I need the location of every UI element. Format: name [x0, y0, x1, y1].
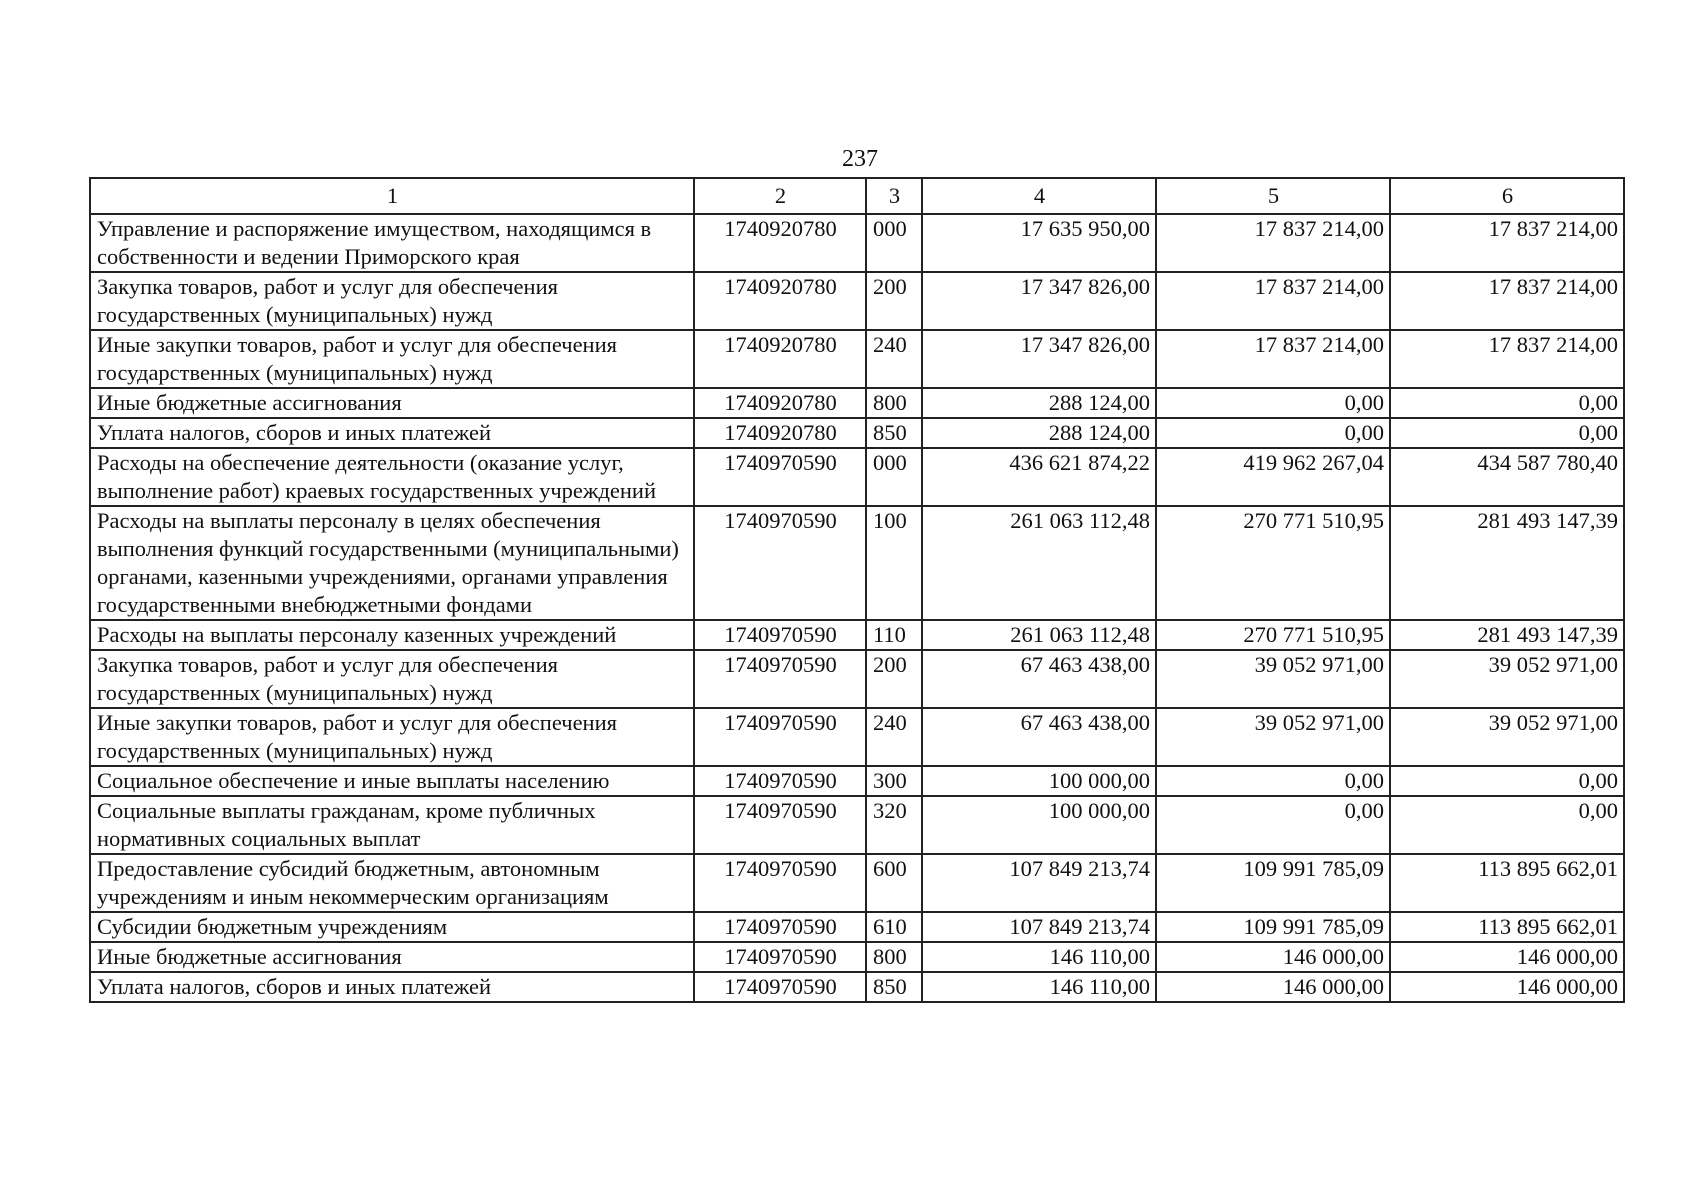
expense-name-cell: Субсидии бюджетным учреждениям	[90, 912, 694, 942]
expense-type-cell: 000	[866, 214, 922, 272]
table-row	[90, 620, 1624, 650]
amount-col4-cell: 436 621 874,22	[922, 448, 1156, 506]
amount-col5-cell: 109 991 785,09	[1156, 912, 1390, 942]
amount-col4-cell: 261 063 112,48	[922, 620, 1156, 650]
amount-col5-cell: 109 991 785,09	[1156, 854, 1390, 912]
expense-type-cell: 000	[866, 448, 922, 506]
expense-type-cell: 610	[866, 912, 922, 942]
amount-col6-cell: 146 000,00	[1390, 972, 1624, 1002]
expense-name-cell: Расходы на выплаты персоналу в целях обеспечения выполнения функций государственными (муниципальными) органами, казенными учреждениями, органами управления государственными внебюджетными фондами	[90, 506, 694, 620]
target-code-cell: 1740920780	[694, 418, 866, 448]
expense-name-cell: Закупка товаров, работ и услуг для обеспечения государственных (муниципальных) нужд	[90, 650, 694, 708]
amount-col6-cell: 281 493 147,39	[1390, 620, 1624, 650]
target-code-cell: 1740970590	[694, 942, 866, 972]
amount-col6-cell: 39 052 971,00	[1390, 650, 1624, 708]
amount-col5-cell: 17 837 214,00	[1156, 330, 1390, 388]
amount-col4-cell: 17 347 826,00	[922, 330, 1156, 388]
amount-col6-cell: 434 587 780,40	[1390, 448, 1624, 506]
amount-col6-cell: 113 895 662,01	[1390, 854, 1624, 912]
expense-name-cell: Иные закупки товаров, работ и услуг для обеспечения государственных (муниципальных) нужд	[90, 330, 694, 388]
expense-type-cell: 200	[866, 650, 922, 708]
budget-table	[89, 177, 1625, 1003]
expense-type-cell: 800	[866, 388, 922, 418]
amount-col6-cell: 0,00	[1390, 418, 1624, 448]
amount-col5-cell: 0,00	[1156, 418, 1390, 448]
target-code-cell: 1740970590	[694, 766, 866, 796]
amount-col6-cell: 146 000,00	[1390, 942, 1624, 972]
expense-name-cell: Управление и распоряжение имуществом, находящимся в собственности и ведении Приморского края	[90, 214, 694, 272]
expense-type-cell: 850	[866, 972, 922, 1002]
amount-col4-cell: 107 849 213,74	[922, 854, 1156, 912]
amount-col4-cell: 100 000,00	[922, 796, 1156, 854]
expense-name-cell: Иные закупки товаров, работ и услуг для обеспечения государственных (муниципальных) нужд	[90, 708, 694, 766]
table-row	[90, 912, 1624, 942]
amount-col4-cell: 67 463 438,00	[922, 650, 1156, 708]
amount-col5-cell: 17 837 214,00	[1156, 272, 1390, 330]
column-header-3: 3	[866, 178, 922, 214]
amount-col4-cell: 100 000,00	[922, 766, 1156, 796]
expense-type-cell: 850	[866, 418, 922, 448]
amount-col4-cell: 146 110,00	[922, 942, 1156, 972]
amount-col4-cell: 146 110,00	[922, 972, 1156, 1002]
column-header-1: 1	[90, 178, 694, 214]
header-row	[90, 178, 1624, 214]
amount-col6-cell: 39 052 971,00	[1390, 708, 1624, 766]
amount-col4-cell: 107 849 213,74	[922, 912, 1156, 942]
amount-col5-cell: 39 052 971,00	[1156, 650, 1390, 708]
expense-name-cell: Социальные выплаты гражданам, кроме публичных нормативных социальных выплат	[90, 796, 694, 854]
page-number: 237	[842, 146, 878, 172]
table-row	[90, 854, 1624, 912]
expense-name-cell: Закупка товаров, работ и услуг для обеспечения государственных (муниципальных) нужд	[90, 272, 694, 330]
amount-col4-cell: 67 463 438,00	[922, 708, 1156, 766]
expense-name-cell: Расходы на обеспечение деятельности (оказание услуг, выполнение работ) краевых государственных учреждений	[90, 448, 694, 506]
column-header-6: 6	[1390, 178, 1624, 214]
amount-col6-cell: 0,00	[1390, 766, 1624, 796]
table-row	[90, 330, 1624, 388]
expense-type-cell: 240	[866, 330, 922, 388]
amount-col5-cell: 146 000,00	[1156, 972, 1390, 1002]
amount-col4-cell: 17 635 950,00	[922, 214, 1156, 272]
table-row	[90, 650, 1624, 708]
expense-type-cell: 600	[866, 854, 922, 912]
amount-col4-cell: 288 124,00	[922, 388, 1156, 418]
amount-col6-cell: 17 837 214,00	[1390, 272, 1624, 330]
table-row	[90, 448, 1624, 506]
expense-name-cell: Иные бюджетные ассигнования	[90, 388, 694, 418]
amount-col5-cell: 39 052 971,00	[1156, 708, 1390, 766]
amount-col5-cell: 0,00	[1156, 766, 1390, 796]
amount-col6-cell: 17 837 214,00	[1390, 214, 1624, 272]
target-code-cell: 1740970590	[694, 620, 866, 650]
target-code-cell: 1740970590	[694, 708, 866, 766]
table-row	[90, 418, 1624, 448]
expense-type-cell: 240	[866, 708, 922, 766]
target-code-cell: 1740920780	[694, 388, 866, 418]
amount-col6-cell: 281 493 147,39	[1390, 506, 1624, 620]
target-code-cell: 1740920780	[694, 214, 866, 272]
expense-type-cell: 300	[866, 766, 922, 796]
target-code-cell: 1740970590	[694, 650, 866, 708]
amount-col5-cell: 270 771 510,95	[1156, 506, 1390, 620]
expense-name-cell: Расходы на выплаты персоналу казенных учреждений	[90, 620, 694, 650]
amount-col6-cell: 113 895 662,01	[1390, 912, 1624, 942]
amount-col5-cell: 419 962 267,04	[1156, 448, 1390, 506]
expense-type-cell: 200	[866, 272, 922, 330]
table-row	[90, 214, 1624, 272]
amount-col5-cell: 0,00	[1156, 388, 1390, 418]
target-code-cell: 1740970590	[694, 506, 866, 620]
amount-col4-cell: 288 124,00	[922, 418, 1156, 448]
target-code-cell: 1740970590	[694, 972, 866, 1002]
expense-name-cell: Иные бюджетные ассигнования	[90, 942, 694, 972]
target-code-cell: 1740920780	[694, 330, 866, 388]
expense-name-cell: Уплата налогов, сборов и иных платежей	[90, 418, 694, 448]
expense-type-cell: 800	[866, 942, 922, 972]
amount-col6-cell: 0,00	[1390, 796, 1624, 854]
table-row	[90, 942, 1624, 972]
table-row	[90, 766, 1624, 796]
table-row	[90, 708, 1624, 766]
expense-type-cell: 110	[866, 620, 922, 650]
amount-col5-cell: 146 000,00	[1156, 942, 1390, 972]
expense-type-cell: 320	[866, 796, 922, 854]
table-row	[90, 272, 1624, 330]
amount-col4-cell: 261 063 112,48	[922, 506, 1156, 620]
expense-name-cell: Уплата налогов, сборов и иных платежей	[90, 972, 694, 1002]
target-code-cell: 1740970590	[694, 912, 866, 942]
column-header-2: 2	[694, 178, 866, 214]
amount-col5-cell: 270 771 510,95	[1156, 620, 1390, 650]
expense-name-cell: Социальное обеспечение и иные выплаты населению	[90, 766, 694, 796]
target-code-cell: 1740970590	[694, 796, 866, 854]
table-body	[90, 214, 1624, 1002]
target-code-cell: 1740970590	[694, 448, 866, 506]
table-row	[90, 796, 1624, 854]
table-row	[90, 972, 1624, 1002]
column-header-4: 4	[922, 178, 1156, 214]
expense-type-cell: 100	[866, 506, 922, 620]
target-code-cell: 1740970590	[694, 854, 866, 912]
amount-col6-cell: 17 837 214,00	[1390, 330, 1624, 388]
amount-col5-cell: 17 837 214,00	[1156, 214, 1390, 272]
expense-name-cell: Предоставление субсидий бюджетным, автономным учреждениям и иным некоммерческим организациям	[90, 854, 694, 912]
amount-col4-cell: 17 347 826,00	[922, 272, 1156, 330]
target-code-cell: 1740920780	[694, 272, 866, 330]
amount-col5-cell: 0,00	[1156, 796, 1390, 854]
amount-col6-cell: 0,00	[1390, 388, 1624, 418]
column-header-5: 5	[1156, 178, 1390, 214]
table-row	[90, 388, 1624, 418]
table-row	[90, 506, 1624, 620]
